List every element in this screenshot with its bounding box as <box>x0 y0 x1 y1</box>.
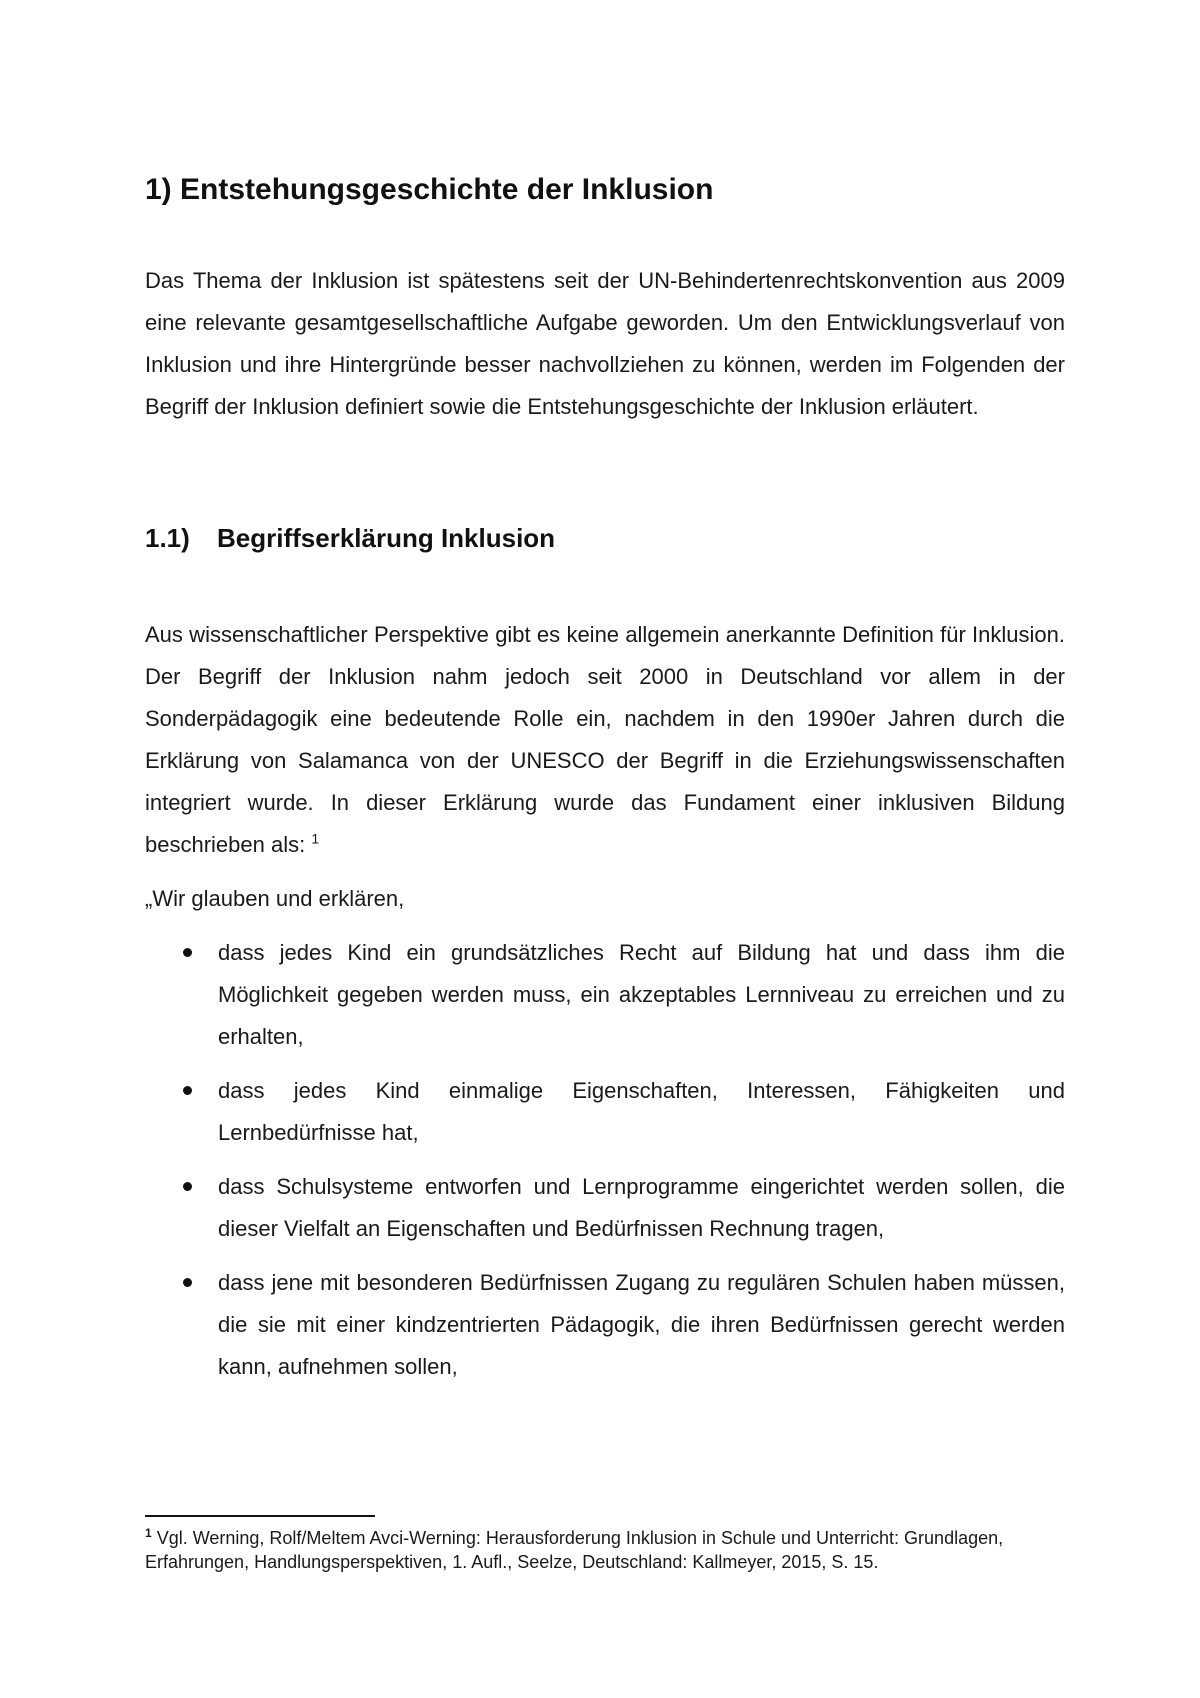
intro-paragraph: Das Thema der Inklusion ist spätestens seit der UN-Behindertenrechtskonvention aus 2009 eine relevante gesamtgesellschaftliche Aufgabe geworden. Um den Entwicklungsverlauf von Inklusion und ihre Hintergründe besser nachvollziehen zu können, werden im Folgenden der Begriff der Inklusion definiert sowie die Entstehungsgeschichte der Inklusion erläutert. <box>145 268 1065 419</box>
chapter-heading: 1) Entstehungsgeschichte der Inklusion <box>145 173 714 206</box>
list-item-text: dass jene mit besonderen Bedürfnissen Zugang zu regulären Schulen haben müssen, die sie mit einer kindzentrierten Pädagogik, die ihren Bedürfnissen gerecht werden kann, aufnehmen sollen, <box>218 1270 1065 1379</box>
page-content <box>145 160 1065 1400</box>
footnote-reference[interactable]: 1 <box>311 830 320 847</box>
bullet-icon <box>183 948 192 957</box>
bullet-icon <box>183 1278 192 1287</box>
list-item <box>145 932 1065 1058</box>
list-item-text: dass jedes Kind einmalige Eigenschaften, Interessen, Fähigkeiten und Lernbedürfnisse hat, <box>218 1078 1065 1145</box>
footnote-divider <box>145 1515 375 1517</box>
list-item-text: dass jedes Kind ein grundsätzliches Recht auf Bildung hat und dass ihm die Möglichkeit gegeben werden muss, ein akzeptables Lernniveau zu erreichen und zu erhalten, <box>218 940 1065 1049</box>
footnote-number: 1 <box>145 1526 152 1540</box>
list-item <box>145 1070 1065 1154</box>
list-item <box>145 1262 1065 1388</box>
bullet-icon <box>183 1182 192 1191</box>
footnote <box>145 1526 1065 1574</box>
definition-paragraph <box>145 614 1065 866</box>
section-number: 1.1) <box>145 523 190 553</box>
list-item <box>145 1166 1065 1250</box>
footnote-text: Vgl. Werning, Rolf/Meltem Avci-Werning: Herausforderung Inklusion in Schule und Unterricht: Grundlagen, Erfahrungen, Handlungsperspektiven, 1. Aufl., Seelze, Deutschland: Kallmeyer, 2015, S. 15. <box>145 1528 1004 1572</box>
section-title: Begriffserklärung Inklusion <box>217 523 556 553</box>
bullet-icon <box>183 1086 192 1095</box>
declaration-list <box>145 932 1065 1388</box>
section-heading <box>145 518 1065 558</box>
definition-text: Aus wissenschaftlicher Perspektive gibt es keine allgemein anerkannte Definition für Inklusion. Der Begriff der Inklusion nahm jedoch seit 2000 in Deutschland vor allem in der Sonderpädagogik eine bedeutende Rolle ein, nachdem in den 1990er Jahren durch die Erklärung von Salamanca von der UNESCO der Begriff in die Erziehungswissenschaften integriert wurde. In dieser Erklärung wurde das Fundament einer inklusiven Bildung beschrieben als: <box>145 622 1065 857</box>
list-item-text: dass Schulsysteme entworfen und Lernprogramme eingerichtet werden sollen, die dieser Vielfalt an Eigenschaften und Bedürfnissen Rechnung tragen, <box>218 1174 1065 1241</box>
quote-intro: „Wir glauben und erklären, <box>145 886 405 911</box>
